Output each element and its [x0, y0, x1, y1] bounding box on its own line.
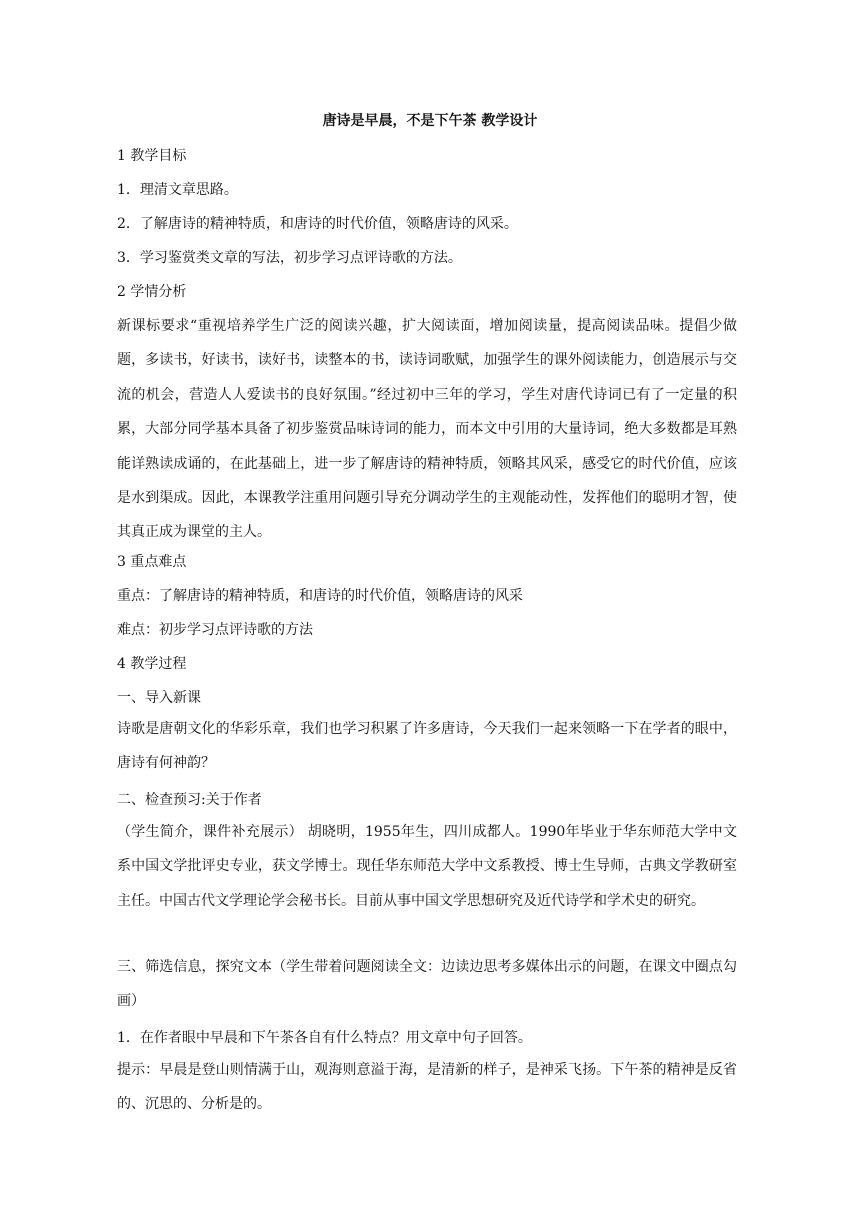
analysis-paragraph: 新课标要求“重视培养学生广泛的阅读兴趣，扩大阅读面，增加阅读量，提高阅读品味。提倡少做题，多读书，好读书，读好书，读整本的书，读诗词歌赋，加强学生的课外阅读能力，创造展示与交流的机会，营造人人爱读书的良好氛围。”经过初中三年的学习，学生对唐代诗词已有了一定量的积累，大部分同学基本具备了初步鉴赏品味诗词的能力，而本文中引用的大量诗词，绝大多数都是耳熟能详熟读成诵的，在此基础上，进一步了解唐诗的精神特质，领略其风采，感受它的时代价值，应该是水到渠成。因此，本课教学注重用问题引导充分调动学生的主观能动性，发挥他们的聪明才智，使其真正成为课堂的主人。 [117, 318, 737, 541]
section-heading-key-points: 3 重点难点 [117, 554, 187, 570]
step-1-paragraph: 诗歌是唐朝文化的华彩乐章，我们也学习积累了许多唐诗，今天我们一起来领略一下在学者的眼中，唐诗有何神韵？ [117, 721, 737, 772]
step-1-heading: 一、导入新课 [117, 690, 201, 706]
question-1: 1．在作者眼中早晨和下午茶各自有什么特点？用文章中句子回答。 [117, 1030, 532, 1046]
step-2-heading: 二、检查预习:关于作者 [117, 792, 262, 808]
hint-1: 提示：早晨是登山则情满于山，观海则意溢于海，是清新的样子，是神采飞扬。下午茶的精神是反省的、沉思的、分析是的。 [117, 1062, 737, 1113]
section-heading-analysis: 2 学情分析 [117, 284, 187, 300]
difficult-point: 难点：初步学习点评诗歌的方法 [117, 622, 313, 638]
goal-item-3: 3．学习鉴赏类文章的写法，初步学习点评诗歌的方法。 [117, 250, 462, 266]
step-3-heading: 三、筛选信息，探究文本（学生带着问题阅读全文：边读边思考多媒体出示的问题，在课文中圈点勾画） [117, 959, 737, 1010]
step-2-paragraph: （学生简介，课件补充展示） 胡晓明，1955年生，四川成都人。1990年毕业于华东师范大学中文系中国文学批评史专业，获文学博士。现任华东师范大学中文系教授、博士生导师，古典文学教研室主任。中国古代文学理论学会秘书长。目前从事中国文学思想研究及近代诗学和学术史的研究。 [117, 824, 737, 909]
goal-item-1: 1．理清文章思路。 [117, 182, 238, 198]
section-heading-goals: 1 教学目标 [117, 148, 187, 164]
section-heading-process: 4 教学过程 [117, 656, 187, 672]
goal-item-2: 2．了解唐诗的精神特质，和唐诗的时代价值，领略唐诗的风采。 [117, 216, 518, 232]
document-title: 唐诗是早晨，不是下午茶 教学设计 [322, 113, 538, 129]
key-point: 重点：了解唐诗的精神特质，和唐诗的时代价值，领略唐诗的风采 [117, 588, 523, 604]
